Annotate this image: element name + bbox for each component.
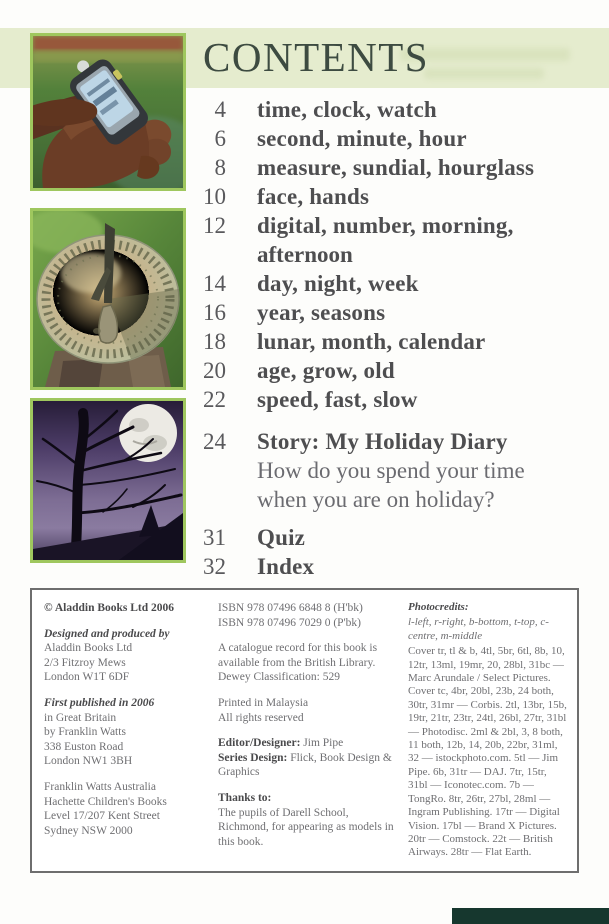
toc-row (190, 95, 590, 124)
toc-page-number: 20 (203, 358, 226, 383)
table-of-contents (190, 95, 590, 581)
thanks-text: The pupils of Darell School, Richmond, for appearing as models in this book. (218, 806, 394, 848)
editor-value: Jim Pipe (303, 737, 344, 750)
toc-row (190, 211, 590, 240)
toc-row (190, 298, 590, 327)
toc-label: second, minute, hour (257, 126, 467, 151)
sundial-photo (30, 208, 186, 390)
show-through-artifact (424, 68, 544, 79)
toc-page-number: 32 (203, 554, 226, 579)
story-subtitle-line: How do you spend your time (257, 458, 525, 483)
photocredits-header: Photocredits: (408, 601, 469, 613)
toc-label-continuation: afternoon (257, 242, 353, 267)
catalogue-note: A catalogue record for this book is available from the British Library. (218, 642, 378, 669)
page-title: CONTENTS (203, 34, 430, 80)
toc-page-number: 6 (214, 126, 226, 151)
toc-label: age, grow, old (257, 358, 395, 383)
toc-page-number: 14 (203, 271, 226, 296)
rights-line: All rights reserved (218, 711, 304, 724)
colophon-column-isbn (218, 601, 402, 863)
toc-label: Index (257, 554, 315, 579)
address-line: Aladdin Books Ltd (44, 642, 133, 655)
address-line: Hachette Children's Books (44, 795, 167, 808)
designed-by-label: Designed and produced by (44, 627, 170, 640)
address-line: Level 17/207 Kent Street (44, 810, 160, 823)
toc-label: Quiz (257, 525, 306, 550)
photocredits-legend: l-left, r-right, b-bottom, t-top, c-centre, m-middle (408, 616, 549, 642)
address-line: Sydney NSW 2000 (44, 824, 133, 837)
isbn-line: ISBN 978 07496 6848 8 (H'bk) (218, 602, 363, 614)
address-line: Franklin Watts Australia (44, 780, 156, 793)
toc-page-number: 12 (203, 213, 226, 238)
toc-page-number: 22 (203, 387, 226, 412)
toc-label: digital, number, morning, (257, 213, 514, 238)
series-design-value: Flick, Book Design & Graphics (218, 751, 392, 779)
address-line: in Great Britain (44, 711, 117, 724)
toc-row (190, 182, 590, 211)
toc-label: lunar, month, calendar (257, 329, 486, 354)
photocredits-body: Cover tr, tl & b, 4tl, 5br, 6tl, 8b, 10, 12tr, 13ml, 19mr, 20, 28bl, 31bc — Marc Arundale / Select Pictures. Cover tc, 4br, 20bl, 23b, 24 both, 30tr, 31mr — Corbis. 2tl, 13br, 15b, 19tr, 21tr, 23tr, 24tl, 26bl, 27tr, 31bl — Photodisc. 2ml & 2bl, 3, 8 both, 11 both, 12b, 14, 20b, 22br, 31ml, 32 — istockphoto.com. 5tl — Jim Pipe. 6b, 31tr — DAJ. 7tr, 15tr, 31bl — Iconotec.com. 7b — TongRo. 8tr, 26tr, 27bl, 28ml — Ingram Publishing. 17tr — Digital Vision. 17bl — Brand X Pictures. 20tr — Comstock. 22t — British Airways. 28tr — Flat Earth. (408, 645, 567, 859)
copyright-line: © Aladdin Books Ltd 2006 (44, 602, 175, 614)
story-title: Story: My Holiday Diary (257, 429, 508, 454)
colophon-column-publisher (44, 601, 212, 863)
series-design-label: Series Design: (218, 751, 288, 764)
editor-label: Editor/Designer: (218, 737, 301, 750)
toc-row-quiz (190, 523, 590, 552)
first-published-label: First published in 2006 (44, 696, 155, 709)
toc-row-index (190, 552, 590, 581)
toc-row (190, 385, 590, 414)
toc-label: speed, fast, slow (257, 387, 418, 412)
address-line: 338 Euston Road (44, 740, 124, 753)
page-edge-artifact (452, 908, 609, 924)
toc-page-number: 4 (214, 97, 226, 122)
toc-label: day, night, week (257, 271, 419, 296)
toc-row (190, 153, 590, 182)
toc-page-number: 31 (203, 525, 226, 550)
toc-row (190, 327, 590, 356)
toc-label: measure, sundial, hourglass (257, 155, 535, 180)
moon-photo-illustration (33, 401, 183, 560)
address-line: London W1T 6DF (44, 671, 130, 684)
toc-page-number: 24 (203, 429, 226, 454)
story-subtitle-line: when you are on holiday? (257, 487, 495, 512)
series-design-line (218, 751, 402, 780)
toc-page-number: 16 (203, 300, 226, 325)
isbn-line: ISBN 978 07496 7029 0 (P'bk) (218, 616, 361, 629)
toc-page-number: 18 (203, 329, 226, 354)
moon-photo (30, 398, 186, 563)
stopwatch-photo-illustration (33, 36, 183, 188)
printed-line: Printed in Malaysia (218, 696, 309, 709)
colophon-column-photocredits (408, 601, 569, 863)
toc-label: year, seasons (257, 300, 386, 325)
toc-label: face, hands (257, 184, 370, 209)
thanks-label: Thanks to: (218, 791, 272, 804)
stopwatch-photo (30, 33, 186, 191)
toc-row (190, 269, 590, 298)
dewey-line: Dewey Classification: 529 (218, 671, 341, 684)
sundial-photo-illustration (33, 211, 183, 387)
toc-page-number: 8 (214, 155, 226, 180)
address-line: by Franklin Watts (44, 726, 126, 739)
toc-row (190, 356, 590, 385)
toc-label: time, clock, watch (257, 97, 437, 122)
editor-line (218, 736, 402, 751)
address-line: 2/3 Fitzroy Mews (44, 656, 126, 669)
colophon-box (30, 588, 579, 873)
toc-row-story (190, 427, 590, 456)
address-line: London NW1 3BH (44, 755, 133, 768)
toc-row (190, 124, 590, 153)
toc-page-number: 10 (203, 184, 226, 209)
